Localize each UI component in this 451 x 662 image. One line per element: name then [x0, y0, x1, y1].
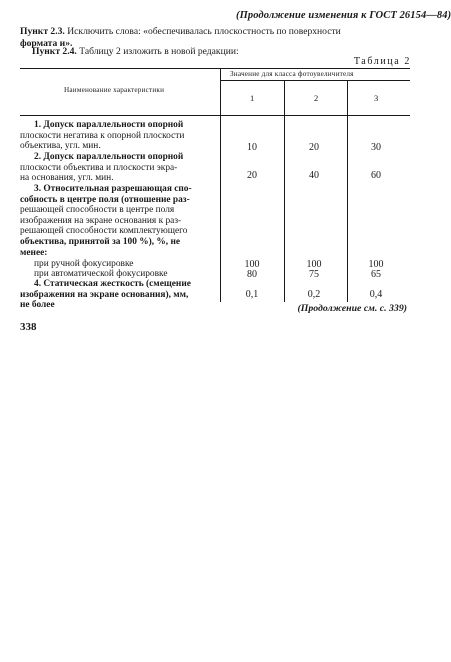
- table-divider-col3: [347, 80, 348, 302]
- table-row-1-value-3: 30: [371, 142, 381, 153]
- continuation-footer: (Продолжение см. с. 339): [297, 303, 407, 314]
- table-row-2-value-2: 40: [309, 170, 319, 181]
- table-caption: Таблица 2: [353, 56, 411, 67]
- table-row-2-value-1: 20: [247, 170, 257, 181]
- paragraph-2-4-lead: Пункт 2.4.: [32, 46, 77, 57]
- table-row-1-label: [20, 120, 216, 152]
- table-row-4-line-3: не более: [20, 300, 55, 311]
- table-header-bottom-rule: [20, 115, 410, 116]
- table-row-3-line-7: менее:: [20, 247, 48, 258]
- continuation-header: (Продолжение изменения к ГОСТ 26154—84): [236, 10, 451, 21]
- table-row-2-line-1: 2. Допуск параллельности опорной: [34, 152, 184, 162]
- table-row-1-value-2: 20: [309, 142, 319, 153]
- table-row-3-line-4: изображения на экране основания к раз-: [20, 215, 182, 226]
- table-row-2-line-2: плоскости объектива и плоскости экра-: [20, 162, 178, 173]
- table-row-4-value-2: 0,2: [307, 289, 321, 300]
- table-divider-col2: [284, 80, 285, 302]
- paragraph-2-4: [32, 46, 239, 58]
- column-number-3: 3: [374, 93, 379, 103]
- table-row-3-line-3: решающей способности в центре поля: [20, 205, 175, 216]
- table-row-1-line-3: объектива, угл. мин.: [20, 141, 101, 152]
- table-row-3-line-5: решающей способности комплектующего: [20, 226, 188, 237]
- column-number-2: 2: [314, 93, 319, 103]
- paragraph-2-3-lead: Пункт 2.3.: [20, 26, 65, 37]
- table-row-1-line-1: 1. Допуск параллельности опорной: [34, 120, 184, 130]
- header-value-group: Значение для класса фотоувеличителя: [230, 70, 354, 78]
- paragraph-2-3-line-1: [20, 26, 341, 38]
- table-row-4-line-2: изображения на экране основания), мм,: [20, 289, 189, 300]
- table-row-2-label: [20, 152, 216, 184]
- table-row-3-manual-value-3: 100: [368, 259, 384, 270]
- table-row-3-auto-value-3: 65: [371, 269, 381, 280]
- table-row-3-line-6: объектива, принятой за 100 %), %, не: [20, 236, 181, 247]
- page-number: 338: [20, 321, 37, 333]
- table-row-3-auto-value-2: 75: [309, 269, 319, 280]
- table-top-rule: [20, 68, 410, 69]
- table-row-3-sub-auto: при автоматической фокусировке: [34, 269, 168, 279]
- paragraph-2-3-text: Исключить слова: «обеспечивалась плоскостность по поверхности: [64, 26, 341, 37]
- table-row-3-manual-value-2: 100: [306, 259, 322, 270]
- header-characteristic: Наименование характеристики: [64, 86, 165, 94]
- table-row-4-value-1: 0,1: [245, 289, 259, 300]
- table-row-3-auto-value-1: 80: [247, 269, 257, 280]
- table-row-2-value-3: 60: [371, 170, 381, 181]
- column-number-1: 1: [250, 93, 255, 103]
- table-row-4-label: [20, 279, 216, 311]
- table-row-1-line-2: плоскости негатива к опорной плоскости: [20, 130, 185, 141]
- table-subheader-rule: [221, 80, 410, 81]
- table-row-3-manual-value-1: 100: [244, 259, 260, 270]
- paragraph-2-4-text: Таблицу 2 изложить в новой редакции:: [76, 46, 239, 57]
- table-divider-main: [220, 68, 221, 302]
- table-row-3-label: [20, 184, 216, 258]
- table-row-1-value-1: 10: [247, 142, 257, 153]
- table-row-3-line-2: собность в центре поля (отношение раз-: [20, 194, 190, 205]
- table-row-4-line-1: 4. Статическая жесткость (смещение: [34, 279, 191, 289]
- table-row-2-line-3: на основания, угл. мин.: [20, 173, 114, 184]
- paragraph-2-3-line-2: формата и».: [20, 38, 73, 49]
- table-row-3-sub-manual: при ручной фокусировке: [34, 259, 134, 269]
- table-row-4-value-3: 0,4: [369, 289, 383, 300]
- table-row-3-line-1: 3. Относительная разрешающая спо-: [34, 184, 192, 194]
